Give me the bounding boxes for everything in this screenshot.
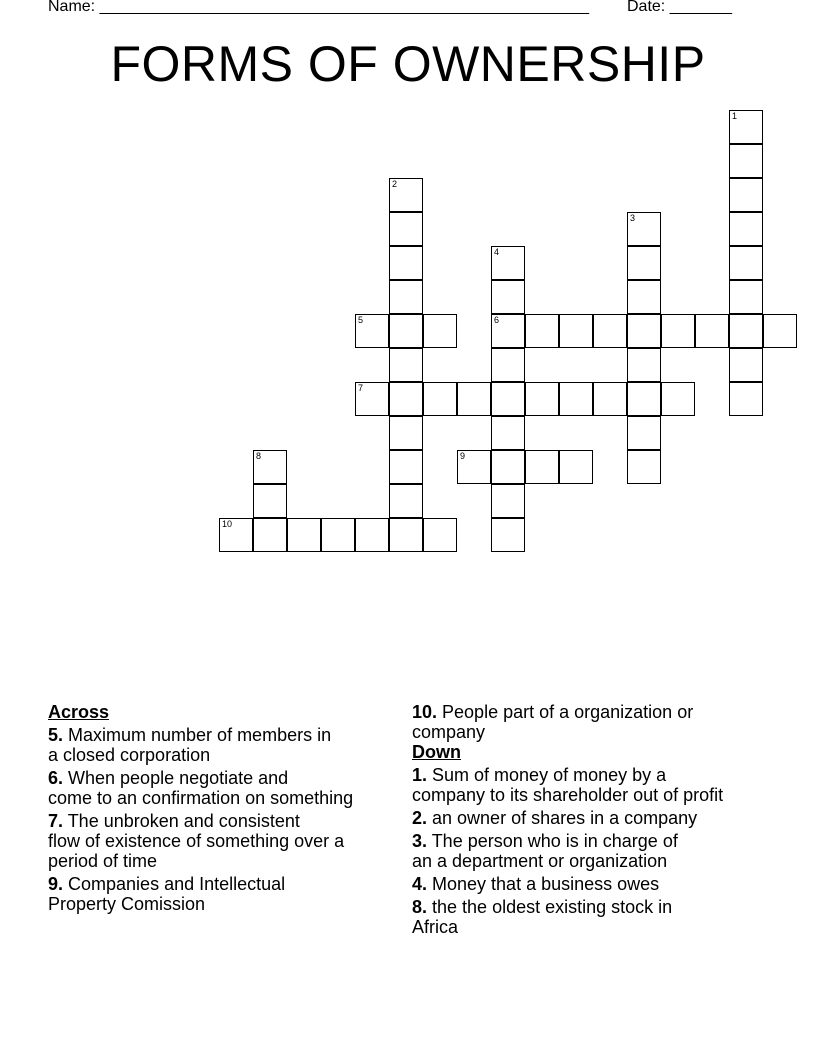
crossword-cell[interactable] <box>627 212 661 246</box>
clue-text-line: Sum of money of money by a <box>427 765 667 785</box>
clue-text-line: company to its shareholder out of profit <box>412 785 724 805</box>
clue-number: 9. <box>48 874 64 894</box>
clue-item <box>48 768 408 808</box>
crossword-cell[interactable] <box>491 246 525 280</box>
clue-text-line: The person who is in charge of <box>427 831 678 851</box>
crossword-cell[interactable] <box>627 416 661 450</box>
clue-text-line: an a department or organization <box>412 851 668 871</box>
clue-item <box>412 874 792 894</box>
clue-number-label: 7 <box>358 383 364 393</box>
crossword-cell[interactable] <box>491 484 525 518</box>
clue-text-line: People part of a organization or <box>437 702 694 722</box>
clue-item <box>412 831 792 871</box>
clue-number: 1. <box>412 765 428 785</box>
clue-item <box>412 702 792 742</box>
crossword-cell[interactable] <box>389 450 423 484</box>
crossword-cell[interactable] <box>729 144 763 178</box>
page-title: FORMS OF OWNERSHIP <box>110 36 706 92</box>
crossword-cell[interactable] <box>763 314 797 348</box>
crossword-cell[interactable] <box>559 314 593 348</box>
clue-text-line: Maximum number of members in <box>63 725 332 745</box>
crossword-cell[interactable] <box>253 450 287 484</box>
clue-number: 10. <box>412 702 438 722</box>
crossword-cell[interactable] <box>729 280 763 314</box>
crossword-cell[interactable] <box>355 382 389 416</box>
crossword-cell[interactable] <box>627 314 661 348</box>
crossword-cell[interactable] <box>729 246 763 280</box>
clue-number: 6. <box>48 768 64 788</box>
crossword-cell[interactable] <box>389 518 423 552</box>
crossword-cell[interactable] <box>389 178 423 212</box>
clue-number-label: 1 <box>732 111 738 121</box>
clue-number-label: 6 <box>494 315 500 325</box>
crossword-cell[interactable] <box>253 484 287 518</box>
crossword-cell[interactable] <box>389 416 423 450</box>
crossword-cell[interactable] <box>321 518 355 552</box>
clue-text-line: The unbroken and consistent <box>63 811 300 831</box>
clue-item <box>48 811 408 871</box>
crossword-cell[interactable] <box>491 348 525 382</box>
crossword-cell[interactable] <box>423 382 457 416</box>
crossword-cell[interactable] <box>729 178 763 212</box>
clue-text-line: When people negotiate and <box>63 768 289 788</box>
crossword-cell[interactable] <box>389 484 423 518</box>
crossword-cell[interactable] <box>695 314 729 348</box>
crossword-cell[interactable] <box>219 518 253 552</box>
clue-text-line: company <box>412 722 486 742</box>
crossword-cell[interactable] <box>491 280 525 314</box>
clue-number: 3. <box>412 831 428 851</box>
clue-number: 7. <box>48 811 64 831</box>
crossword-cell[interactable] <box>491 382 525 416</box>
crossword-cell[interactable] <box>491 314 525 348</box>
clue-item <box>48 874 408 914</box>
clue-number-label: 2 <box>392 179 398 189</box>
crossword-cell[interactable] <box>729 382 763 416</box>
clue-number-label: 9 <box>460 451 466 461</box>
clue-number: 5. <box>48 725 64 745</box>
clue-text-line: Property Comission <box>48 894 206 914</box>
crossword-cell[interactable] <box>627 246 661 280</box>
crossword-cell[interactable] <box>389 314 423 348</box>
crossword-cell[interactable] <box>491 416 525 450</box>
clue-text-line: a closed corporation <box>48 745 211 765</box>
crossword-cell[interactable] <box>559 450 593 484</box>
crossword-cell[interactable] <box>729 110 763 144</box>
crossword-cell[interactable] <box>593 382 627 416</box>
crossword-cell[interactable] <box>389 280 423 314</box>
clue-number: 8. <box>412 897 428 917</box>
crossword-cell[interactable] <box>593 314 627 348</box>
across-clue-list-continued <box>412 702 792 742</box>
clue-number: 4. <box>412 874 428 894</box>
crossword-cell[interactable] <box>661 314 695 348</box>
clue-text-line: period of time <box>48 851 158 871</box>
date-line: Date: _______ <box>627 0 732 15</box>
crossword-cell[interactable] <box>423 314 457 348</box>
crossword-cell[interactable] <box>491 450 525 484</box>
crossword-cell[interactable] <box>525 314 559 348</box>
crossword-cell[interactable] <box>457 450 491 484</box>
crossword-cell[interactable] <box>627 348 661 382</box>
clue-number-label: 4 <box>494 247 500 257</box>
across-heading: Across <box>48 702 110 722</box>
crossword-cell[interactable] <box>389 348 423 382</box>
crossword-cell[interactable] <box>559 382 593 416</box>
crossword-cell[interactable] <box>389 382 423 416</box>
clue-item <box>412 808 792 828</box>
crossword-cell[interactable] <box>253 518 287 552</box>
clue-text-line: the the oldest existing stock in <box>427 897 673 917</box>
clue-text-line: flow of existence of something over a <box>48 831 345 851</box>
clue-item <box>412 897 792 937</box>
clues-left-column <box>48 702 408 914</box>
clue-text-line: come to an confirmation on something <box>48 788 354 808</box>
crossword-cell[interactable] <box>627 450 661 484</box>
crossword-cell[interactable] <box>627 280 661 314</box>
crossword-cell[interactable] <box>661 382 695 416</box>
clue-number-label: 10 <box>222 519 233 529</box>
clue-text-line: an owner of shares in a company <box>427 808 698 828</box>
crossword-cell[interactable] <box>491 518 525 552</box>
crossword-cell[interactable] <box>389 212 423 246</box>
crossword-cell[interactable] <box>423 518 457 552</box>
across-clue-list <box>48 725 408 914</box>
crossword-cell[interactable] <box>389 246 423 280</box>
down-heading: Down <box>412 742 461 762</box>
clue-number: 2. <box>412 808 428 828</box>
clue-text-line: Money that a business owes <box>427 874 660 894</box>
crossword-cell[interactable] <box>355 518 389 552</box>
clue-item <box>48 725 408 765</box>
crossword-cell[interactable] <box>525 382 559 416</box>
crossword-cell[interactable] <box>627 382 661 416</box>
down-clue-list <box>412 765 792 937</box>
name-line: Name: _______________________________________________________ <box>48 0 589 15</box>
clue-number-label: 5 <box>358 315 364 325</box>
crossword-cell[interactable] <box>287 518 321 552</box>
clue-number-label: 3 <box>630 213 636 223</box>
clue-item <box>412 765 792 805</box>
crossword-cell[interactable] <box>355 314 389 348</box>
clue-text-line: Companies and Intellectual <box>63 874 286 894</box>
clue-text-line: Africa <box>412 917 459 937</box>
clues-right-column <box>412 702 792 937</box>
crossword-cell[interactable] <box>457 382 491 416</box>
crossword-cell[interactable] <box>729 348 763 382</box>
clue-number-label: 8 <box>256 451 262 461</box>
crossword-cell[interactable] <box>729 212 763 246</box>
crossword-cell[interactable] <box>525 450 559 484</box>
crossword-cell[interactable] <box>729 314 763 348</box>
